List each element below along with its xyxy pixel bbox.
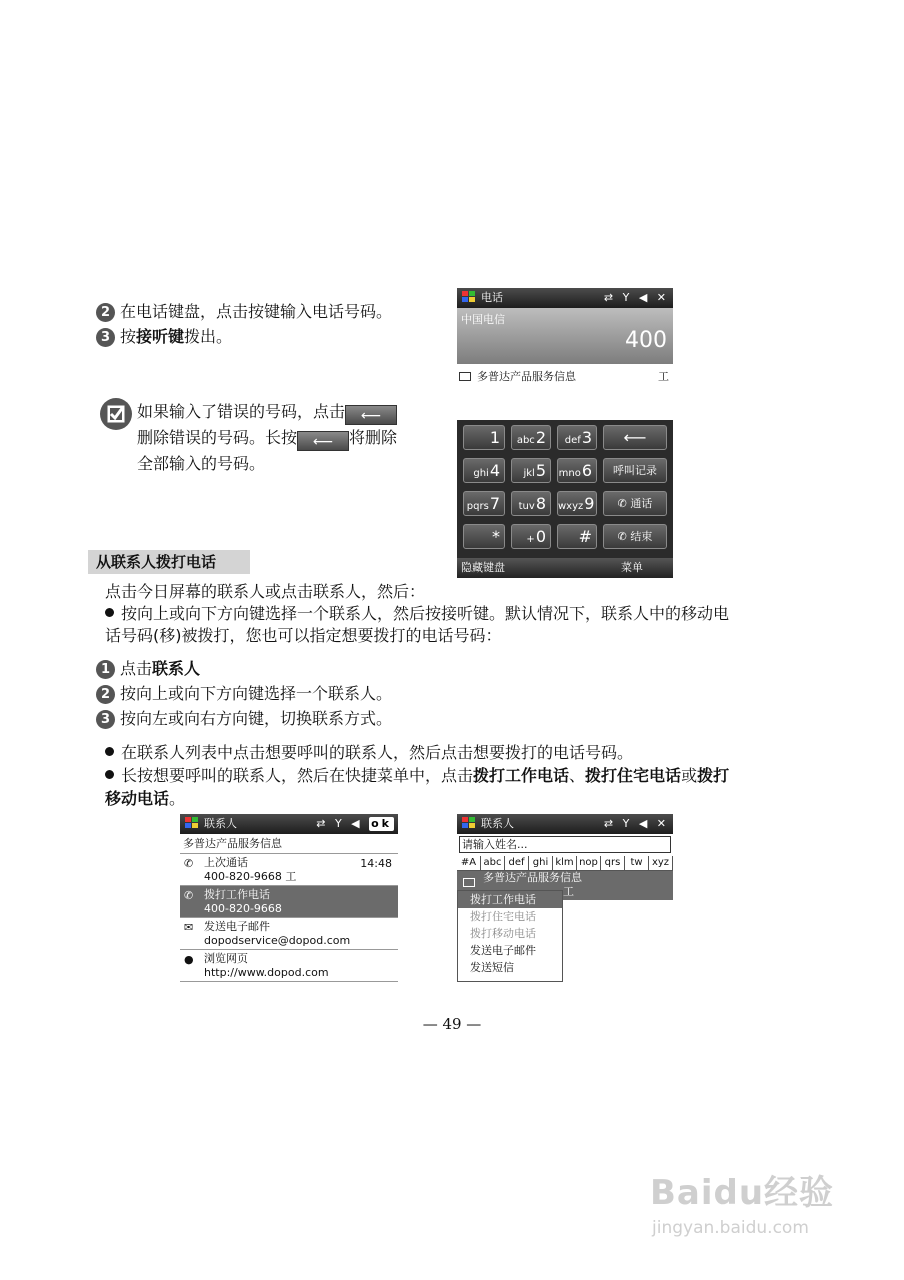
tip-line-1	[137, 400, 397, 425]
key-star[interactable]: *	[463, 524, 505, 549]
end-key[interactable]: ✆ 结束	[603, 524, 667, 549]
context-menu	[457, 890, 563, 982]
step-text-post: 拨出。	[184, 327, 233, 346]
bullet-1-line-1: 按向上或向下方向键选择一个联系人，然后按接听键。默认情况下，联系人中的移动电	[105, 602, 729, 626]
key-3[interactable]: def3	[557, 425, 597, 450]
menu-item-call-mobile[interactable]: 拨打移动电话	[470, 927, 536, 940]
key-4[interactable]: ghi4	[463, 458, 505, 483]
soft-key-bar	[457, 558, 673, 578]
key-0[interactable]: +0	[511, 524, 551, 549]
menu-item-send-sms[interactable]: 发送短信	[470, 961, 514, 974]
contact-name: 多普达产品服务信息	[180, 834, 398, 854]
globe-icon: ●	[184, 953, 194, 966]
bullet-3-line-1: 长按想要呼叫的联系人，然后在快捷菜单中，点击拨打工作电话、拨打住宅电话或拨打	[105, 764, 729, 788]
phone-icon: ✆	[184, 857, 194, 870]
contact-list-screen	[457, 814, 673, 982]
alpha-tab[interactable]: klm	[553, 856, 577, 870]
intro-line: 点击今日屏幕的联系人或点击联系人，然后：	[105, 582, 426, 601]
step-1-mid: 1 点击联系人	[96, 657, 200, 681]
match-name: 多普达产品服务信息	[477, 370, 576, 383]
tip-text: 全部输入的号码。	[137, 454, 266, 473]
match-type: 工	[658, 370, 669, 383]
windows-logo-icon[interactable]	[184, 816, 200, 830]
menu-item-call-home[interactable]: 拨打住宅电话	[470, 910, 536, 923]
baidu-watermark-logo: Baidu经验	[650, 1173, 835, 1213]
key-7[interactable]: pqrs7	[463, 491, 505, 516]
backspace-key[interactable]: ⟵	[603, 425, 667, 450]
step-number: 2	[96, 303, 115, 322]
dial-display	[457, 308, 673, 364]
key-6[interactable]: mno6	[557, 458, 597, 483]
step-number: 2	[96, 685, 115, 704]
alpha-tab[interactable]: abc	[481, 856, 505, 870]
contact-detail-screen	[180, 814, 398, 982]
ok-button[interactable]: ok	[371, 817, 392, 830]
phone-icon: ✆	[184, 889, 194, 902]
phone-dial-screen	[457, 288, 673, 578]
key-hash[interactable]: #	[557, 524, 597, 549]
dial-keypad	[457, 420, 673, 578]
call-work-row[interactable]: ✆ 拨打工作电话 400-820-9668	[180, 886, 398, 918]
status-icons: ⇄ Y ◀ ok	[316, 817, 392, 830]
section-heading: 从联系人拨打电话	[88, 550, 250, 574]
bullet-1-line-2: 话号码(移)被拨打，您也可以指定想要拨打的电话号码：	[105, 626, 502, 645]
menu-item-send-email[interactable]: 发送电子邮件	[470, 944, 536, 957]
talk-key[interactable]: ✆ 通话	[603, 491, 667, 516]
title-bar	[180, 814, 398, 834]
search-box-wrap	[457, 834, 673, 856]
step-2-top	[96, 300, 392, 324]
screen-title: 电话	[481, 291, 503, 304]
screen-title: 联系人	[204, 817, 237, 830]
hide-keypad-softkey[interactable]: 隐藏键盘	[461, 561, 505, 574]
step-number: 3	[96, 328, 115, 347]
carrier-name: 中国电信	[461, 313, 505, 326]
status-icons[interactable]: ⇄ Y ◀ ✕	[603, 291, 669, 304]
contact-card-icon	[459, 372, 471, 381]
bullet-3-line-2: 移动电话。	[105, 789, 186, 808]
step-3-top	[96, 325, 232, 349]
tip-line-3	[137, 452, 265, 476]
windows-logo-icon[interactable]	[461, 816, 477, 830]
dialed-number: 400	[625, 328, 667, 353]
title-bar	[457, 288, 673, 308]
call-time: 14:48	[360, 857, 392, 870]
step-text-bold: 接听键	[136, 327, 185, 346]
menu-item-call-work[interactable]: 拨打工作电话	[458, 891, 562, 908]
step-3-mid: 3 按向左或向右方向键，切换联系方式。	[96, 707, 392, 731]
baidu-watermark-url: jingyan.baidu.com	[652, 1218, 809, 1238]
backspace-key-icon: ⟵	[297, 431, 349, 451]
smart-dial-match[interactable]	[457, 364, 673, 390]
status-icons[interactable]: ⇄ Y ◀ ✕	[603, 817, 669, 830]
alpha-tab[interactable]: ghi	[529, 856, 553, 870]
alpha-tab[interactable]: nop	[577, 856, 601, 870]
title-bar	[457, 814, 673, 834]
phone-icon: ✆	[617, 497, 631, 510]
windows-logo-icon[interactable]	[461, 290, 477, 304]
key-1[interactable]: 1	[463, 425, 505, 450]
key-8[interactable]: tuv8	[511, 491, 551, 516]
email-icon: ✉	[184, 921, 194, 934]
search-input[interactable]: 请输入姓名...	[459, 836, 671, 853]
key-2[interactable]: abc2	[511, 425, 551, 450]
step-number: 1	[96, 660, 115, 679]
tip-text: 将删除	[349, 428, 398, 447]
bullet-icon	[105, 608, 114, 617]
alpha-tab[interactable]: def	[505, 856, 529, 870]
tip-text: 如果输入了错误的号码，点击	[137, 402, 346, 421]
browse-web-row[interactable]: ● 浏览网页 http://www.dopod.com	[180, 950, 398, 982]
alphabet-tabs	[457, 856, 673, 871]
step-2-mid: 2 按向上或向下方向键选择一个联系人。	[96, 682, 392, 706]
alpha-tab[interactable]: qrs	[601, 856, 625, 870]
tip-text: 删除错误的号码。长按	[137, 428, 298, 447]
step-number: 3	[96, 710, 115, 729]
step-text-pre: 按	[120, 327, 137, 346]
contact-list-item[interactable]: 多普达产品服务信息 工	[457, 871, 673, 900]
bullet-icon	[105, 747, 114, 756]
bullet-2: 在联系人列表中点击想要呼叫的联系人，然后点击想要拨打的电话号码。	[105, 741, 633, 765]
page-number: — 49 —	[422, 1015, 482, 1033]
tip-line-2	[137, 426, 397, 451]
step-text: 在电话键盘，点击按键输入电话号码。	[120, 302, 393, 321]
screen-title: 联系人	[481, 817, 514, 830]
backspace-key-icon: ⟵	[345, 405, 397, 425]
key-9[interactable]: wxyz9	[557, 491, 597, 516]
alpha-tab[interactable]: xyz	[649, 856, 673, 870]
check-icon	[100, 398, 132, 430]
alpha-tab[interactable]: #A	[457, 856, 481, 870]
call-history-key[interactable]: 呼叫记录	[603, 458, 667, 483]
menu-softkey[interactable]: 菜单	[621, 561, 643, 574]
key-5[interactable]: jkl5	[511, 458, 551, 483]
phone-icon: ✆	[617, 530, 631, 543]
contact-card-icon	[463, 878, 475, 887]
bullet-icon	[105, 770, 114, 779]
alpha-tab[interactable]: tw	[625, 856, 649, 870]
last-call-row[interactable]: ✆ 上次通话 400-820-9668 工 14:48	[180, 854, 398, 886]
send-email-row[interactable]: ✉ 发送电子邮件 dopodservice@dopod.com	[180, 918, 398, 950]
